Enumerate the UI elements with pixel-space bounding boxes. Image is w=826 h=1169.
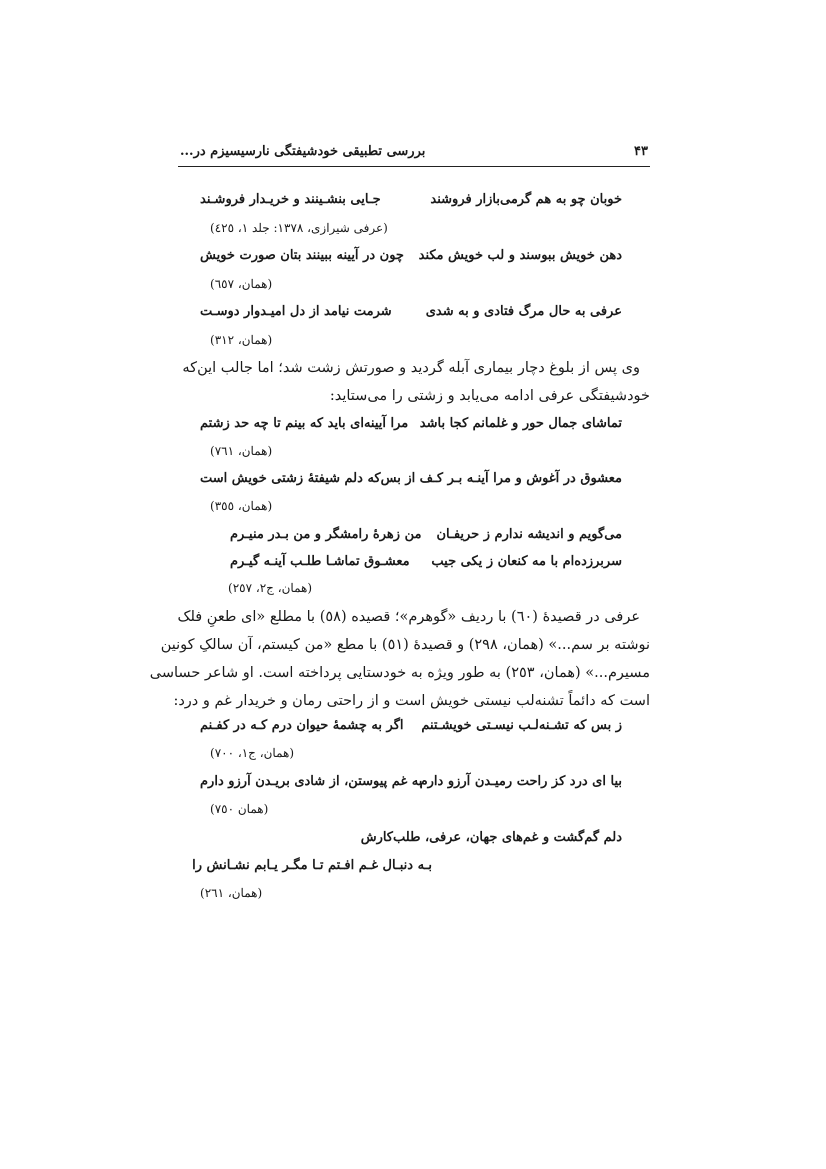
citation: (همان، ج۱، ٧٠٠): [210, 746, 295, 760]
body-paragraph: [149, 603, 650, 715]
first-hemistich: خوبان چو به هم گرمی‌بازار فروشند: [430, 192, 622, 207]
citation: (همان، ٣٥٥): [210, 499, 273, 513]
verse-couplet: [190, 416, 622, 440]
first-hemistich: می‌گویم و اندیشه ندارم ز حریفـان: [436, 527, 622, 542]
paragraph-line: است که دائماً تشنه‌لب نیستی خویش است و از راحتی رمان و خریدار غم و درد:: [173, 693, 650, 709]
second-hemistich: شرمت نیامد از دل امیـدوار دوسـت: [200, 304, 392, 319]
first-hemistich: عرفی به حال مرگ فتادی و به شدی: [425, 304, 622, 319]
citation: (همان ٧٥٠): [210, 802, 269, 816]
running-title: بررسی تطبیقی خودشیفتگی نارسیسیزم در...: [180, 144, 426, 159]
verse-couplet: [190, 304, 622, 328]
verse-couplet: [220, 527, 622, 551]
first-hemistich: ز بس که تشـنه‌لـب نیسـتی خویشـتنم: [421, 718, 622, 733]
citation: (عرفی شیرازی، ۱۳۷۸: جلد ۱، ٤٢٥): [210, 221, 388, 235]
verse-couplet: [190, 248, 622, 272]
second-hemistich: من زهرهٔ رامشگر و من بـدر منیـرم: [230, 527, 422, 542]
paragraph-line: عرفی در قصیدهٔ (٦٠) با ردیف «گوهرم»؛ قصیده (٥٨) با مطلع «ای طعنِ فلک: [177, 609, 640, 625]
citation: (همان، ٣١٢): [210, 333, 273, 347]
verse-couplet: [190, 471, 622, 495]
second-hemistich: از بس‌که دلم شیفتهٔ زشتی خویش است: [200, 471, 416, 486]
paragraph-line: وی پس از بلوغ دچار بیماری آبله گردید و صورتش زشت شد؛ اما جالب این‌که: [182, 360, 640, 376]
first-hemistich: تماشای جمال حور و غلمانم کجا باشد: [419, 416, 622, 431]
verse-couplet: [190, 718, 622, 742]
citation: (همان، ٢٦١): [200, 886, 263, 900]
first-hemistich: معشوق در آغوش و مرا آینـه بـر کـف: [419, 471, 622, 486]
paragraph-line: مسیرم...» (همان، ٢٥٣) به طور ویژه به خودستایی پرداخته است. او شاعر حساسی: [149, 665, 650, 681]
body-paragraph: [178, 354, 650, 410]
verse-couplet: [190, 774, 622, 798]
paragraph-line: نوشته بر سم...» (همان، ٢٩٨) و قصیدهٔ (٥١) با مطع «من کیستم، آن سالکِ کونین: [160, 637, 650, 653]
second-hemistich: به غم پیوستن، از شادی بریـدن آرزو دارم: [200, 774, 423, 789]
first-hemistich: بیا ای درد کز راحت رمیـدن آرزو دارم: [419, 774, 622, 789]
second-hemistich: چون در آیینه ببینند بتان صورت خویش: [200, 248, 404, 263]
verse-line: دلم گم‌گشت و غم‌های جهان، عرفی، طلب‌کارش: [360, 830, 622, 845]
verse-couplet: [190, 192, 622, 216]
second-hemistich: معشـوق تماشـا طلـب آینـه گیـرم: [230, 554, 410, 569]
running-header: [178, 138, 650, 167]
citation: (همان، ج۲، ٢٥٧): [228, 581, 313, 595]
second-hemistich: جـایی بنشـینند و خریـدار فروشـند: [200, 192, 381, 207]
citation: (همان، ٦٥٧): [210, 277, 273, 291]
citation: (همان، ٧٦١): [210, 444, 273, 458]
second-hemistich: مرا آیینه‌ای باید که بینم تا چه حد زشتم: [200, 416, 409, 431]
second-hemistich: اگر به چشمهٔ حیوان درم کـه در کفـنم: [200, 718, 404, 733]
first-hemistich: دهن خویش ببوسند و لب خویش مکند: [418, 248, 622, 263]
paragraph-line: خودشیفتگی عرفی ادامه می‌یابد و زشتی را می‌ستاید:: [329, 388, 650, 404]
verse-couplet: [220, 554, 622, 578]
page-number: ۴۳: [634, 144, 648, 159]
first-hemistich: سربرزده‌ام با مه کنعان ز یکی جیب: [431, 554, 622, 569]
verse-line: بـه دنبـال غـم افـتم تـا مگـر یـابم نشـانش را: [192, 858, 432, 873]
